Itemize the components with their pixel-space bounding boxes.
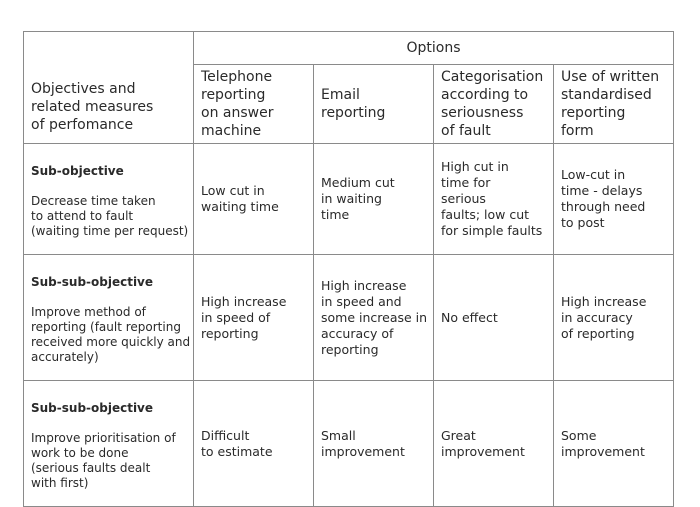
table-cell: Low cut in waiting time xyxy=(194,144,314,255)
objectives-header: Objectives and related measures of perfomance xyxy=(24,32,194,144)
options-table xyxy=(23,31,674,507)
table-row xyxy=(24,255,674,381)
table-row xyxy=(24,144,674,255)
table-cell: High increase in speed and some increase in accuracy of reporting xyxy=(314,255,434,381)
row-title: Sub-sub-objective xyxy=(31,275,154,289)
row-header xyxy=(24,255,194,381)
row-description: Improve method of reporting (fault reporting received more quickly and accurately) xyxy=(31,305,191,364)
table-row xyxy=(24,381,674,507)
column-header-categorisation: Categorisation according to seriousness of fault xyxy=(434,65,554,144)
column-header-telephone: Telephone reporting on answer machine xyxy=(194,65,314,144)
table-cell: Low-cut in time - delays through need to post xyxy=(554,144,674,255)
table-cell: High increase in speed of reporting xyxy=(194,255,314,381)
table-cell: High cut in time for serious faults; low cut for simple faults xyxy=(434,144,554,255)
row-description: Improve prioritisation of work to be done (serious faults dealt with first) xyxy=(31,431,176,490)
table-cell: Difficult to estimate xyxy=(194,381,314,507)
column-header-email: Email reporting xyxy=(314,65,434,144)
table-cell: Some improvement xyxy=(554,381,674,507)
row-description: Decrease time taken to attend to fault (waiting time per request) xyxy=(31,194,189,238)
table-cell: Small improvement xyxy=(314,381,434,507)
row-title: Sub-sub-objective xyxy=(31,401,154,415)
table-cell: Great improvement xyxy=(434,381,554,507)
column-header-written-form: Use of written standardised reporting form xyxy=(554,65,674,144)
options-header: Options xyxy=(194,32,674,65)
table-cell: No effect xyxy=(434,255,554,381)
row-header xyxy=(24,144,194,255)
table-cell: High increase in accuracy of reporting xyxy=(554,255,674,381)
table-cell: Medium cut in waiting time xyxy=(314,144,434,255)
row-title: Sub-objective xyxy=(31,164,124,178)
row-header xyxy=(24,381,194,507)
